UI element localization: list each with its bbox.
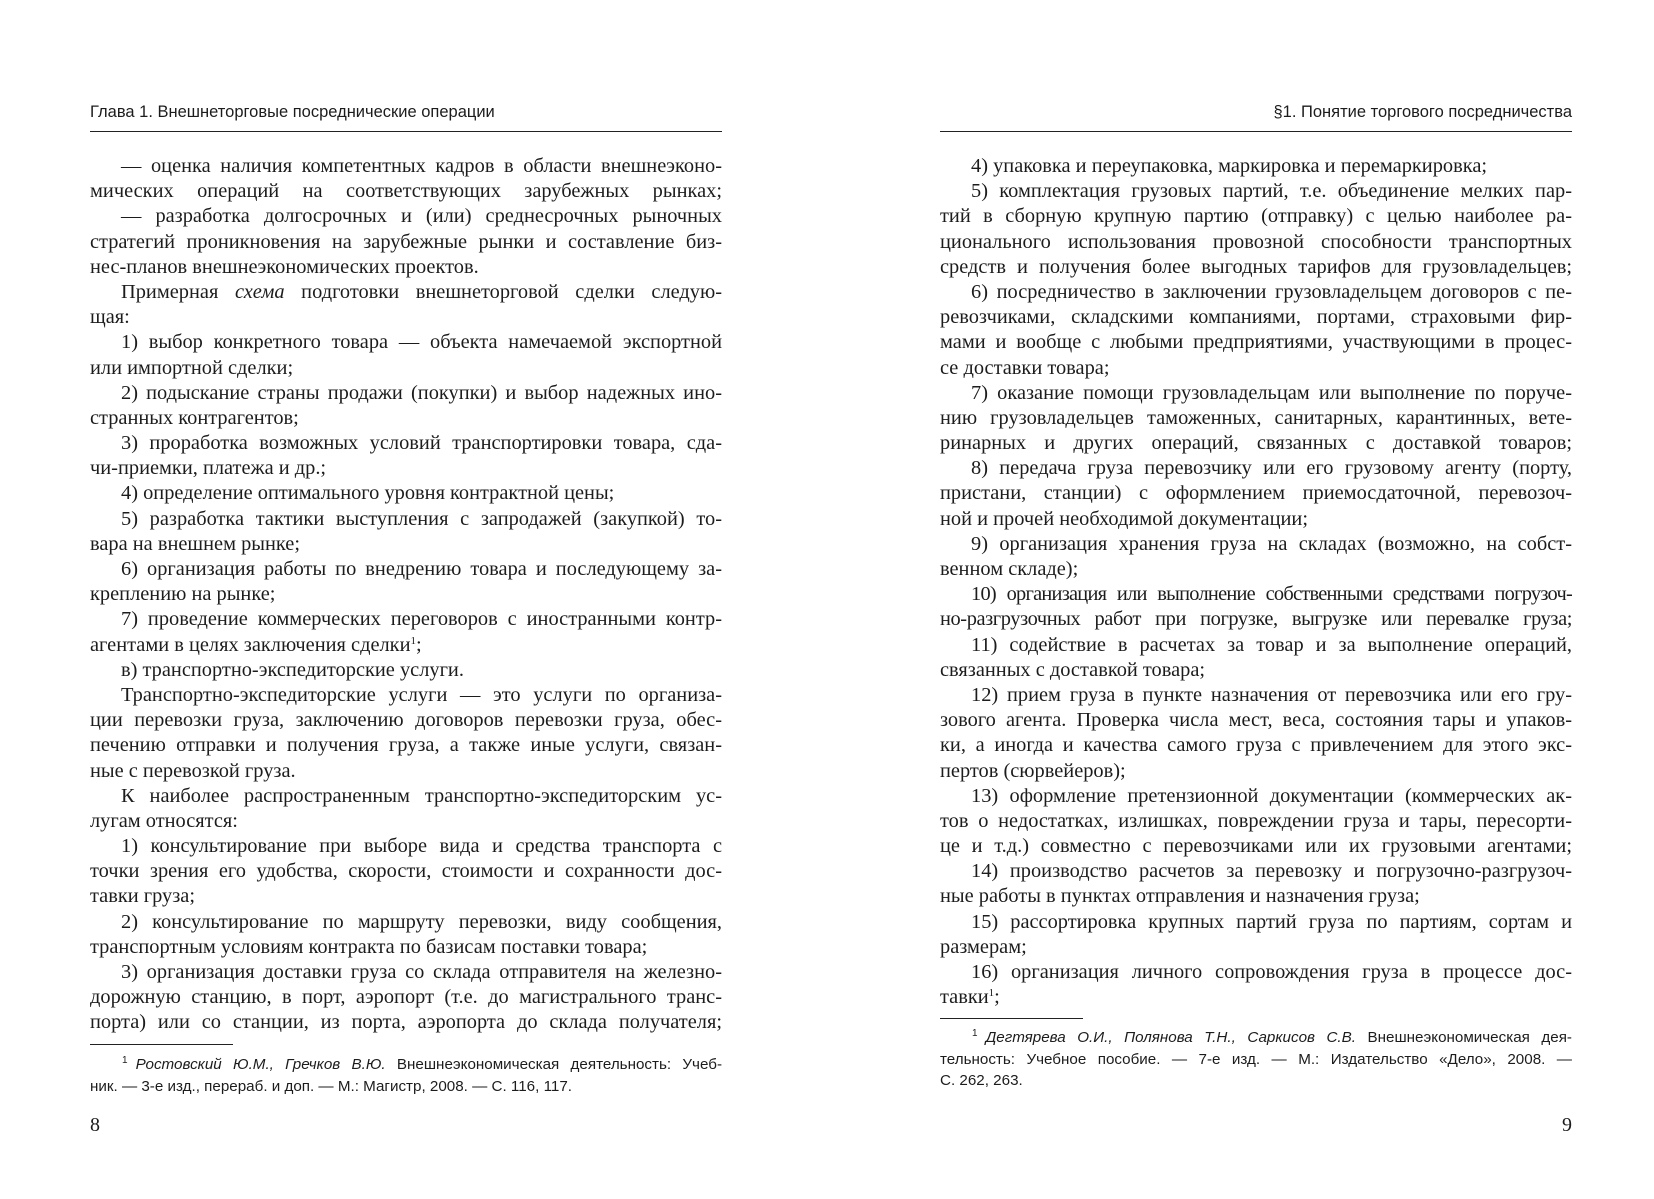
text-line: лугам относятся: bbox=[90, 809, 238, 832]
text-line: связанных с доставкой товара; bbox=[940, 658, 1206, 681]
right-body-text bbox=[940, 154, 1572, 1010]
page-number: 9 bbox=[1562, 1114, 1572, 1136]
text-line: 8) передача груза перевозчику или его грузовому агенту (порту, bbox=[971, 457, 1572, 480]
text-line: нию грузовладельцев таможенных, санитарных, карантинных, вете- bbox=[940, 406, 1572, 429]
text-line: агентами в целях заключения сделки$^1$; bbox=[90, 633, 422, 656]
text-line: мами и вообще с любыми предприятиями, участвующими в процес- bbox=[940, 331, 1572, 354]
text-line: пристани, станции) с оформлением приемосдаточной, перевозоч- bbox=[940, 482, 1572, 505]
footnote-line: $^1$ Дегтярева О.И., Полянова Т.Н., Саркисов С.В. Внешнеэкономическая дея- bbox=[972, 1028, 1572, 1046]
right-footnote bbox=[940, 1027, 1572, 1092]
footnote-authors: Дегтярева О.И., Полянова Т.Н., Саркисов С.В. bbox=[985, 1029, 1356, 1046]
text-line: креплению на рынке; bbox=[90, 583, 276, 606]
text-line: 10) организация или выполнение собственными средствами погрузоч- bbox=[971, 583, 1572, 606]
text-line: тавки груза; bbox=[90, 885, 196, 908]
text-line: 4) определение оптимального уровня контрактной цены; bbox=[121, 482, 615, 505]
text-line: 6) организация работы по внедрению товара и последующему за- bbox=[121, 558, 722, 580]
text-line: 7) проведение коммерческих переговоров с иностранными контр- bbox=[121, 608, 722, 631]
emphasis-schema: схема bbox=[234, 280, 285, 303]
text-line: Транспортно-экспедиторские услуги — это услуги по организа- bbox=[121, 683, 722, 706]
text-line: 13) оформление претензионной документации (коммерческих ак- bbox=[971, 784, 1572, 807]
text-line: размерам; bbox=[940, 935, 1027, 958]
text-line: зового агента. Проверка числа мест, веса, состояния тары и упаков- bbox=[940, 709, 1572, 732]
text-line: 14) производство расчетов за перевозку и погрузочно-разгрузоч- bbox=[971, 860, 1572, 883]
text-line: средств и получения более выгодных тарифов для грузовладельцев; bbox=[940, 255, 1572, 278]
text-line: ринарных и других операций, связанных с доставкой товаров; bbox=[940, 432, 1572, 455]
text-line: 15) рассортировка крупных партий груза по партиям, сортам и bbox=[971, 910, 1572, 933]
footnote-line: тельность: Учебное пособие. — 7-е изд. — М.: Издательство «Дело», 2008. — bbox=[940, 1050, 1572, 1068]
footnote-divider bbox=[940, 1018, 1083, 1019]
text-line: 3) организация доставки груза со склада отправителя на железно- bbox=[121, 961, 722, 983]
right-running-head: §1. Понятие торгового посредничества bbox=[940, 102, 1572, 132]
text-line: 1) выбор конкретного товара — объекта намечаемой экспортной bbox=[121, 331, 722, 354]
text-line: странных контрагентов; bbox=[90, 406, 299, 429]
text-line: 3) проработка возможных условий транспортировки товара, сда- bbox=[121, 432, 722, 455]
text-line: дорожную станцию, в порт, аэропорт (т.е. до магистрального транс- bbox=[90, 986, 722, 1009]
text-line: 2) подыскание страны продажи (покупки) и выбор надежных ино- bbox=[121, 381, 722, 404]
page-number: 8 bbox=[90, 1114, 100, 1136]
text-line: тий в сборную крупную партию (отправку) с целью наиболее ра- bbox=[940, 205, 1572, 228]
text-line: 5) комплектация грузовых партий, т.е. объединение мелких пар- bbox=[971, 180, 1572, 203]
footnote-reference: 1 bbox=[410, 634, 416, 647]
footnote-authors: Ростовский Ю.М., Гречков В.Ю. bbox=[135, 1056, 386, 1073]
text-line: стратегий проникновения на зарубежные рынки и составление биз- bbox=[90, 230, 722, 253]
text-line: 5) разработка тактики выступления с запродажей (закупкой) то- bbox=[121, 507, 722, 530]
text-line: — разработка долгосрочных и (или) среднесрочных рыночных bbox=[121, 205, 722, 228]
text-line: — оценка наличия компетентных кадров в области внешнеэконо- bbox=[121, 155, 722, 177]
text-line: в) транспортно-экспедиторские услуги. bbox=[121, 658, 464, 681]
footnote-line: $^1$ Ростовский Ю.М., Гречков В.Ю. Внешнеэкономическая деятельность: Учеб- bbox=[122, 1055, 722, 1073]
footnote-mark: 1 bbox=[972, 1028, 978, 1039]
text-line: тов о недостатках, излишках, повреждении груза и тары, пересорти- bbox=[940, 809, 1572, 832]
text-line: точки зрения его удобства, скорости, стоимости и сохранности дос- bbox=[90, 860, 722, 883]
text-line: вара на внешнем рынке; bbox=[90, 532, 300, 555]
text-line: пертов (сюрвейеров); bbox=[940, 759, 1126, 782]
left-body-text bbox=[90, 154, 722, 1036]
text-line: се доставки товара; bbox=[940, 356, 1110, 379]
text-line: но-разгрузочных работ при погрузке, выгрузке или перевалке груза; bbox=[940, 608, 1572, 631]
footnote-line: ник. — 3-е изд., перераб. и доп. — М.: Магистр, 2008. — С. 116, 117. bbox=[90, 1077, 573, 1095]
text-line: 12) прием груза в пункте назначения от перевозчика или его гру- bbox=[971, 683, 1572, 706]
text-line: ной и прочей необходимой документации; bbox=[940, 507, 1308, 530]
text-line: порта) или со станции, из порта, аэропорта до склада получателя; bbox=[90, 1011, 722, 1034]
text-line: нес-планов внешнеэкономических проектов. bbox=[90, 255, 479, 278]
right-page bbox=[940, 0, 1572, 1199]
text-line: ки, а иногда и качества самого груза с привлечением для этого экс- bbox=[940, 734, 1572, 757]
text-line: тавки$^1$; bbox=[940, 986, 1000, 1009]
text-line: мических операций на соответствующих зарубежных рынках; bbox=[90, 180, 722, 203]
text-line: ные с перевозкой груза. bbox=[90, 759, 296, 782]
footnote-line: С. 262, 263. bbox=[940, 1072, 1023, 1090]
text-line: це и т.д.) совместно с перевозчиками или их грузовыми агентами; bbox=[940, 835, 1572, 858]
text-line: венном складе); bbox=[940, 558, 1079, 580]
text-line: щая: bbox=[90, 306, 130, 329]
text-line: 11) содействие в расчетах за товар и за выполнение операций, bbox=[971, 633, 1572, 656]
text-line: ные работы в пунктах отправления и назначения груза; bbox=[940, 885, 1420, 908]
text-line: печению отправки и получения груза, а также иные услуги, связан- bbox=[90, 734, 722, 757]
text-line: Примерная схема подготовки внешнеторговой сделки следую- bbox=[121, 280, 722, 303]
left-page bbox=[90, 0, 722, 1199]
text-line: ционального использования провозной способности транспортных bbox=[940, 230, 1572, 253]
left-footnote bbox=[90, 1054, 722, 1097]
text-line: 1) консультирование при выборе вида и средства транспорта с bbox=[121, 835, 722, 858]
text-line: 16) организация личного сопровождения груза в процессе дос- bbox=[971, 961, 1572, 983]
text-line: или импортной сделки; bbox=[90, 356, 294, 379]
text-line: транспортным условиям контракта по базисам поставки товара; bbox=[90, 935, 648, 958]
text-line: 9) организация хранения груза на складах (возможно, на собст- bbox=[971, 532, 1572, 555]
left-running-head: Глава 1. Внешнеторговые посреднические операции bbox=[90, 102, 722, 132]
text-line: 6) посредничество в заключении грузовладельцем договоров с пе- bbox=[971, 280, 1572, 303]
text-line: 2) консультирование по маршруту перевозки, виду сообщения, bbox=[121, 910, 722, 933]
footnote-mark: 1 bbox=[122, 1055, 128, 1066]
text-line: 7) оказание помощи грузовладельцам или выполнение по поруче- bbox=[971, 381, 1572, 404]
text-line: чи-приемки, платежа и др.; bbox=[90, 457, 327, 480]
text-line: ции перевозки груза, заключению договоров перевозки груза, обес- bbox=[90, 709, 722, 732]
text-line: ревозчиками, складскими компаниями, портами, страховыми фир- bbox=[940, 306, 1572, 329]
footnote-divider bbox=[90, 1044, 233, 1045]
footnote-reference: 1 bbox=[988, 987, 995, 1000]
text-line: 4) упаковка и переупаковка, маркировка и перемаркировка; bbox=[971, 155, 1488, 177]
text-line: К наиболее распространенным транспортно-экспедиторским ус- bbox=[121, 784, 722, 807]
